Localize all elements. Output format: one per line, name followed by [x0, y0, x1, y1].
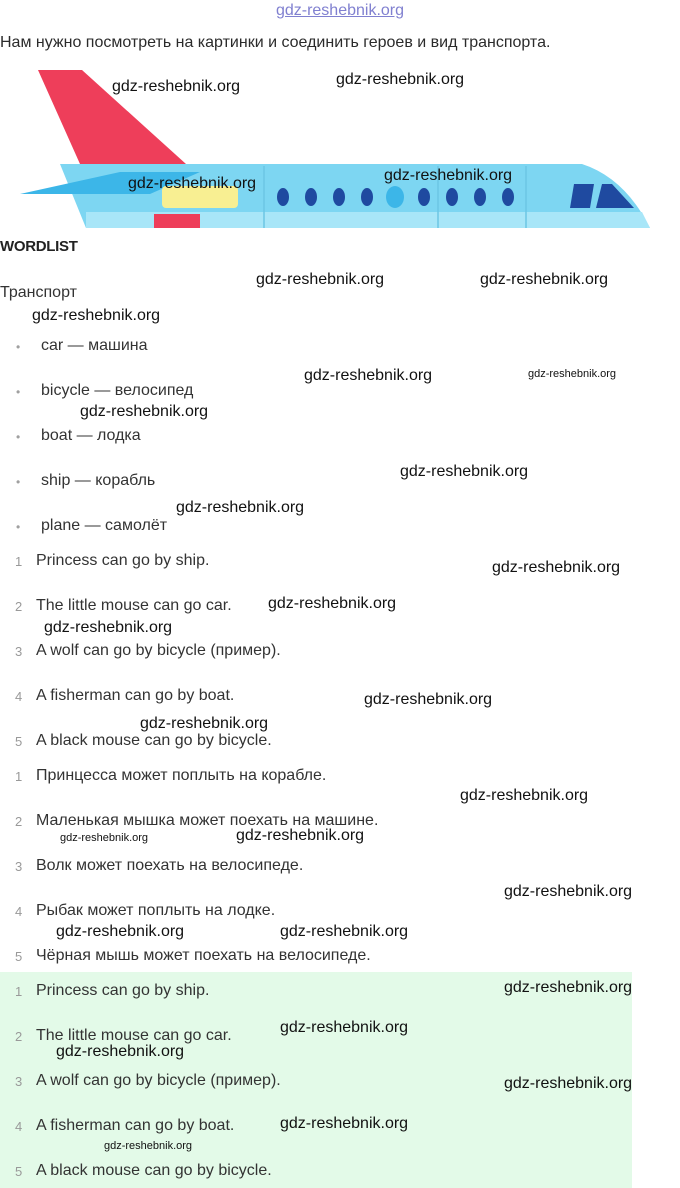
watermark: gdz-reshebnik.org: [280, 1019, 409, 1036]
watermark: gdz-reshebnik.org: [256, 271, 385, 288]
list-number: 5: [15, 1164, 23, 1179]
wordlist-item: plane — самолёт: [41, 517, 168, 534]
watermark: gdz-reshebnik.org: [56, 1043, 185, 1060]
sentence-ru: Принцесса может поплыть на корабле.: [36, 767, 327, 784]
watermark: gdz-reshebnik.org: [384, 167, 513, 184]
answer-line: A fisherman can go by boat.: [36, 1117, 235, 1134]
list-number: 4: [15, 904, 23, 919]
list-number: 1: [15, 984, 23, 999]
watermark: gdz-reshebnik.org: [236, 827, 365, 844]
watermark: gdz-reshebnik.org: [32, 307, 161, 324]
watermark: gdz-reshebnik.org: [528, 368, 617, 380]
plane-window: [502, 188, 514, 206]
watermark: gdz-reshebnik.org: [44, 619, 173, 636]
plane-window: [418, 188, 430, 206]
bullet-marker: •: [16, 430, 21, 444]
watermark: gdz-reshebnik.org: [140, 715, 269, 732]
plane-window: [386, 186, 404, 208]
list-number: 5: [15, 734, 23, 749]
sentence-ru: Рыбак может поплыть на лодке.: [36, 902, 276, 919]
plane-window: [361, 188, 373, 206]
answer-line: A black mouse can go by bicycle.: [36, 1162, 272, 1179]
watermark: gdz-reshebnik.org: [400, 463, 529, 480]
plane-window: [305, 188, 317, 206]
list-number: 3: [15, 859, 23, 874]
sentence-en: A black mouse can go by bicycle.: [36, 732, 272, 749]
wordlist-item: boat — лодка: [41, 427, 141, 444]
sentence-en: A wolf can go by bicycle (пример).: [36, 642, 281, 659]
airplane-illustration: [0, 62, 660, 234]
list-number: 4: [15, 1119, 23, 1134]
list-number: 3: [15, 1074, 23, 1089]
list-number: 4: [15, 689, 23, 704]
list-number: 3: [15, 644, 23, 659]
plane-window: [333, 188, 345, 206]
wordlist-item: ship — корабль: [41, 472, 156, 489]
watermark: gdz-reshebnik.org: [504, 1075, 633, 1092]
wordlist-item: bicycle — велосипед: [41, 382, 194, 399]
watermark: gdz-reshebnik.org: [460, 787, 589, 804]
wordlist-heading: WORDLIST: [0, 238, 78, 255]
watermark: gdz-reshebnik.org: [364, 691, 493, 708]
plane-window: [474, 188, 486, 206]
watermark: gdz-reshebnik.org: [280, 923, 409, 940]
list-number: 2: [15, 1029, 23, 1044]
watermark: gdz-reshebnik.org: [128, 175, 257, 192]
watermark: gdz-reshebnik.org: [336, 71, 465, 88]
sentence-ru: Маленькая мышка может поехать на машине.: [36, 812, 379, 829]
plane-door: [154, 214, 200, 228]
bullet-marker: •: [16, 520, 21, 534]
plane-window: [446, 188, 458, 206]
watermark: gdz-reshebnik.org: [56, 923, 185, 940]
watermark: gdz-reshebnik.org: [480, 271, 609, 288]
intro-text: Нам нужно посмотреть на картинки и соединить героев и вид транспорта.: [0, 34, 551, 51]
watermark: gdz-reshebnik.org: [104, 1140, 193, 1152]
sentence-en: The little mouse can go car.: [36, 597, 232, 614]
list-number: 1: [15, 769, 23, 784]
watermark: gdz-reshebnik.org: [112, 78, 241, 95]
sentence-en: A fisherman can go by boat.: [36, 687, 235, 704]
list-number: 2: [15, 599, 23, 614]
watermark: gdz-reshebnik.org: [280, 1115, 409, 1132]
plane-window: [277, 188, 289, 206]
wordlist-subheading: Транспорт: [0, 284, 77, 301]
list-number: 1: [15, 554, 23, 569]
watermark: gdz-reshebnik.org: [268, 595, 397, 612]
site-link[interactable]: gdz-reshebnik.org: [275, 2, 405, 19]
watermark: gdz-reshebnik.org: [504, 979, 633, 996]
bullet-marker: •: [16, 475, 21, 489]
bullet-marker: •: [16, 385, 21, 399]
watermark: gdz-reshebnik.org: [304, 367, 433, 384]
list-number: 5: [15, 949, 23, 964]
sentence-ru: Чёрная мышь может поехать на велосипеде.: [36, 947, 371, 964]
bullet-marker: •: [16, 340, 21, 354]
answer-line: The little mouse can go car.: [36, 1027, 232, 1044]
list-number: 2: [15, 814, 23, 829]
sentence-en: Princess can go by ship.: [36, 552, 210, 569]
plane-cockpit-window: [570, 184, 594, 208]
answer-line: A wolf can go by bicycle (пример).: [36, 1072, 281, 1089]
watermark: gdz-reshebnik.org: [504, 883, 633, 900]
wordlist-item: car — машина: [41, 337, 148, 354]
watermark: gdz-reshebnik.org: [492, 559, 621, 576]
sentence-ru: Волк может поехать на велосипеде.: [36, 857, 304, 874]
answer-line: Princess can go by ship.: [36, 982, 210, 999]
watermark: gdz-reshebnik.org: [176, 499, 305, 516]
watermark: gdz-reshebnik.org: [80, 403, 209, 420]
watermark: gdz-reshebnik.org: [60, 832, 149, 844]
